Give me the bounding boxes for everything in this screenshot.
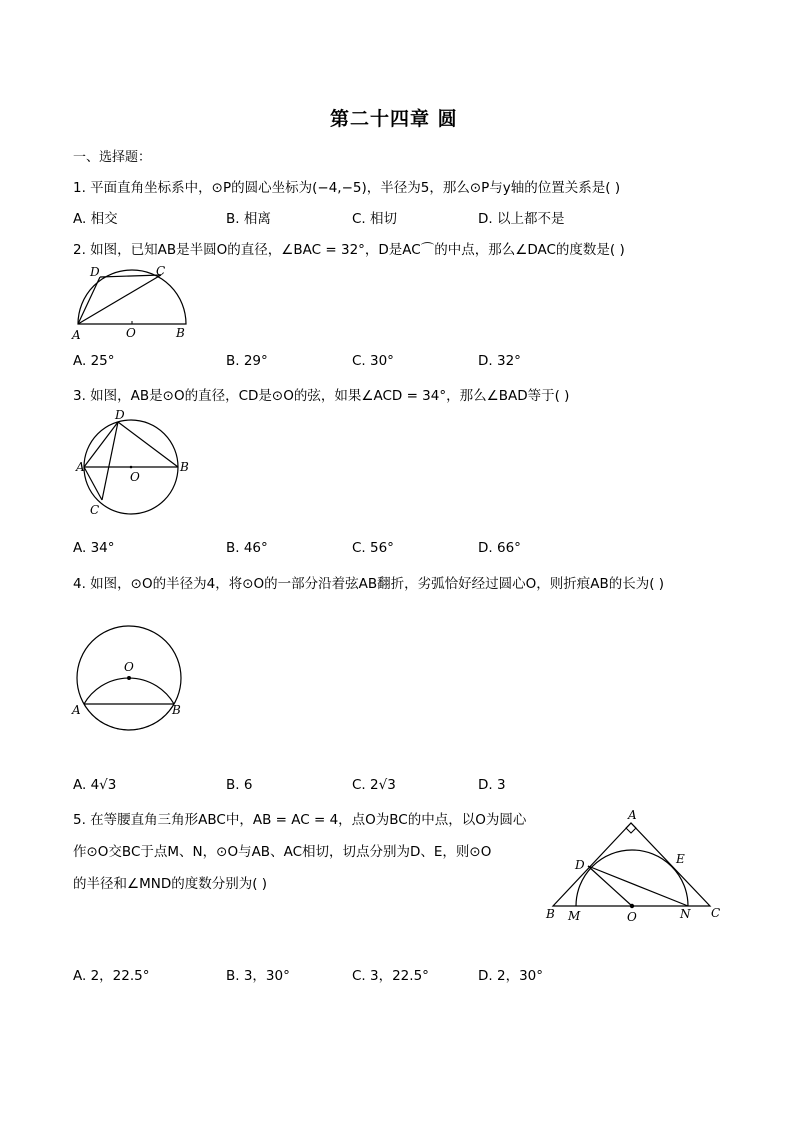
label-e: E — [676, 852, 685, 866]
label-a: A — [72, 703, 81, 717]
question-1-stem: 1. 平面直角坐标系中，⊙P的圆心坐标为(−4,−5)，半径为5，那么⊙P与y轴的位置关系是( ) — [73, 180, 621, 196]
segment-dn — [588, 866, 688, 906]
label-o: O — [130, 470, 140, 484]
label-d: D — [575, 858, 585, 872]
question-2-option-d: D. 32° — [478, 353, 521, 369]
page-title: 第二十四章 圆 — [330, 108, 458, 130]
segment-do — [588, 866, 632, 906]
question-5-stem-line-3: 的半径和∠MND的度数分别为( ) — [73, 876, 268, 892]
label-a: A — [72, 328, 81, 342]
question-2-option-b: B. 29° — [226, 353, 268, 369]
question-5-stem-line-2: 作⊙O交BC于点M、N，⊙O与AB、AC相切，切点分别为D、E，则⊙O — [73, 844, 492, 860]
segment-ac — [78, 275, 161, 324]
label-o: O — [627, 910, 637, 924]
question-5-option-c: C. 3，22.5° — [352, 968, 429, 984]
question-3-figure-circle — [70, 405, 195, 520]
question-3-option-c: C. 56° — [352, 540, 394, 556]
right-angle-mark — [626, 823, 636, 833]
question-2-option-c: C. 30° — [352, 353, 394, 369]
question-1-option-a: A. 相交 — [73, 211, 118, 227]
label-n: N — [680, 907, 691, 921]
question-4-option-d: D. 3 — [478, 777, 506, 793]
question-1-option-c: C. 相切 — [352, 211, 398, 227]
question-4-option-c: C. 2√3 — [352, 777, 396, 793]
question-5-option-b: B. 3，30° — [226, 968, 290, 984]
question-3-option-d: D. 66° — [478, 540, 521, 556]
label-o: O — [126, 326, 136, 340]
label-c: C — [156, 264, 166, 278]
question-5-stem-line-1: 5. 在等腰直角三角形ABC中，AB = AC = 4，点O为BC的中点，以O为圆心 — [73, 812, 527, 828]
label-b: B — [172, 703, 181, 717]
question-5-option-d: D. 2，30° — [478, 968, 543, 984]
label-m: M — [568, 909, 581, 923]
question-2-option-a: A. 25° — [73, 353, 115, 369]
label-b: B — [180, 460, 189, 474]
question-3-option-a: A. 34° — [73, 540, 115, 556]
question-4-option-b: B. 6 — [226, 777, 253, 793]
label-d: D — [115, 408, 125, 422]
question-2-stem: 2. 如图，已知AB是半圆O的直径，∠BAC = 32°，D是AC⌒的中点，那么∠DAC的度数是( ) — [73, 242, 625, 258]
label-c: C — [90, 503, 100, 517]
question-1-option-d: D. 以上都不是 — [478, 211, 565, 227]
semicircle-o — [576, 850, 688, 906]
chord-dc — [102, 422, 118, 500]
label-o: O — [124, 660, 134, 674]
label-b: B — [546, 907, 555, 921]
center-point — [630, 904, 634, 908]
section-heading: 一、选择题： — [73, 150, 152, 165]
label-c: C — [711, 906, 721, 920]
question-3-option-b: B. 46° — [226, 540, 268, 556]
label-b: B — [176, 326, 185, 340]
question-4-stem: 4. 如图，⊙O的半径为4，将⊙O的一部分沿着弦AB翻折，劣弧恰好经过圆心O，则折痕AB的长为( ) — [73, 576, 665, 592]
question-4-option-a: A. 4√3 — [73, 777, 117, 793]
original-arc-dashed — [84, 704, 174, 730]
segment-db — [118, 422, 178, 467]
question-5-option-a: A. 2，22.5° — [73, 968, 150, 984]
label-a: A — [76, 460, 85, 474]
label-d: D — [90, 265, 100, 279]
label-a: A — [628, 808, 637, 822]
question-3-stem: 3. 如图，AB是⊙O的直径，CD是⊙O的弦，如果∠ACD = 34°，那么∠BAD等于( ) — [73, 388, 570, 404]
question-4-figure-folded-circle — [68, 622, 193, 732]
folded-arc — [84, 678, 174, 704]
question-1-option-b: B. 相离 — [226, 211, 271, 227]
question-5-figure-triangle — [540, 805, 730, 927]
center-point — [130, 466, 133, 469]
question-2-figure-semicircle — [70, 262, 195, 344]
center-point — [127, 676, 131, 680]
